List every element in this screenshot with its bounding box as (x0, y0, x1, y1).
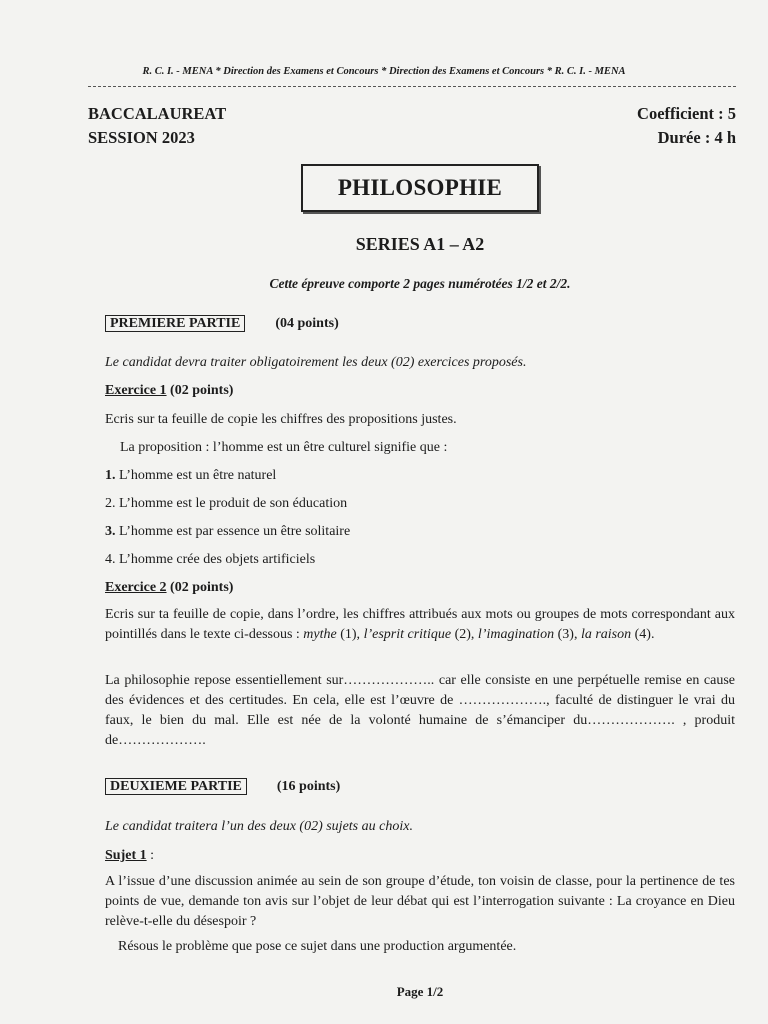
exercise2-heading (105, 578, 233, 598)
exercise1-points: (02 points) (170, 383, 234, 398)
word-number: (4). (631, 627, 655, 642)
option-text: L’homme est un être naturel (115, 468, 277, 483)
option-text: L’homme est le produit de son éducation (115, 496, 348, 511)
exam-meta (637, 102, 736, 150)
option-1 (105, 466, 276, 486)
option-number: 4. (105, 552, 116, 567)
page-number: Page 1/2 (396, 984, 444, 999)
exercise1-title: Exercice 1 (105, 383, 167, 398)
instruction-text: Ecris sur ta feuille de copie, dans l’ordre, les chiffres attribués aux mots ou groupes de mots correspondant aux pointillés dans le texte ci-dessous : (105, 607, 735, 642)
exercise2-title: Exercice 2 (105, 580, 167, 595)
exercise1-instruction: Ecris sur ta feuille de copie les chiffres des propositions justes. (105, 412, 457, 427)
part2-instruction: Le candidat traitera l’un des deux (02) sujets au choix. (105, 819, 413, 834)
part1-points: (04 points) (275, 316, 339, 331)
header-divider (88, 86, 736, 87)
word-number: (3), (554, 627, 581, 642)
part2-title: DEUXIEME PARTIE (105, 778, 247, 795)
subject-title-box (301, 164, 539, 212)
option-3 (105, 522, 350, 542)
exercise2-points: (02 points) (170, 580, 234, 595)
word-esprit-critique: l’esprit critique (363, 627, 452, 642)
exam-info (88, 102, 226, 150)
option-4 (105, 550, 315, 570)
option-text: L’homme est par essence un être solitaire (115, 524, 351, 539)
option-text: L’homme crée des objets artificiels (115, 552, 316, 567)
option-2 (105, 494, 347, 514)
word-number: (1), (336, 627, 364, 642)
exercise2-instruction (105, 605, 735, 645)
part1-heading (105, 314, 339, 332)
subject1-title: Sujet 1 (105, 848, 147, 863)
authority-header: R. C. I. - MENA * Direction des Examens et Concours * Direction des Examens et Concours * R. C. I. - MENA (142, 66, 626, 77)
option-number: 2. (105, 496, 116, 511)
duration: Durée : 4 h (657, 128, 736, 147)
option-number: 3. (105, 524, 116, 539)
word-raison: la raison (580, 627, 632, 642)
subject1-colon: : (146, 848, 155, 863)
option-number: 1. (105, 468, 116, 483)
exercise2-passage: La philosophie repose essentiellement sur……………….. car elle consiste en une perpétuelle remise en cause des évidences et des certitudes. En cela, elle est l’œuvre de ………………., faculté de distinguer le vrai du faux, le bien du mal. Elle est née de la volonté humaine de s’émanciper du………………. , produit de………………. (105, 673, 735, 748)
subject-title: PHILOSOPHIE (337, 175, 503, 200)
subject1-text: A l’issue d’une discussion animée au sein de son groupe d’étude, ton voisin de classe, pour la pertinence de tes points de vue, demande ton avis sur l’objet de leur débat qui est l’interrogation suivante : La croyance en Dieu relève-t-elle du désespoir ? (105, 874, 735, 929)
series-title: SERIES A1 – A2 (355, 234, 485, 254)
exercise1-heading (105, 381, 233, 401)
exam-name: BACCALAUREAT (88, 104, 227, 123)
subject1-heading (105, 846, 154, 866)
word-imagination: l’imagination (477, 627, 555, 642)
subject1-task: Résous le problème que pose ce sujet dans une production argumentée. (118, 939, 517, 954)
exam-session: SESSION 2023 (88, 128, 195, 147)
pages-note: Cette épreuve comporte 2 pages numérotées 1/2 et 2/2. (269, 276, 571, 291)
word-mythe: mythe (303, 627, 337, 642)
part1-title: PREMIERE PARTIE (105, 315, 245, 332)
exercise1-stem: La proposition : l’homme est un être culturel signifie que : (120, 440, 448, 455)
word-number: (2), (451, 627, 478, 642)
part1-instruction: Le candidat devra traiter obligatoirement les deux (02) exercices proposés. (105, 355, 527, 370)
part2-points: (16 points) (276, 779, 341, 794)
part2-heading (105, 777, 340, 795)
coefficient: Coefficient : 5 (637, 104, 736, 123)
